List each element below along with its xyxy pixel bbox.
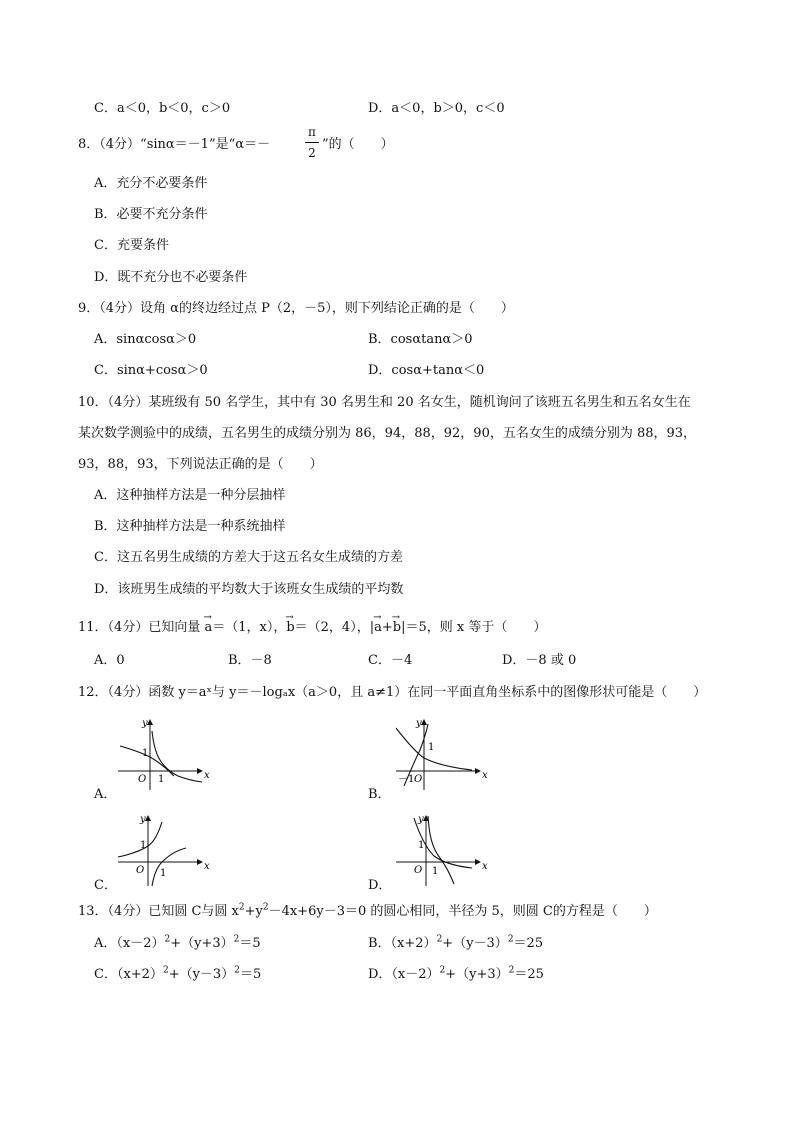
q8-fraction-numerator: π — [308, 125, 316, 139]
q12-stem: 12．（4分）函数 y＝aˣ与 y＝－logₐx（a＞0，且 a≠1）在同一平面直角坐标系中的图像形状可能是（ ） — [78, 685, 707, 700]
q8-stem-part2: ”的（ ） — [322, 137, 394, 152]
origin-label: O — [138, 774, 147, 785]
axis-x-label: x — [482, 861, 488, 872]
exponent: 2 — [439, 965, 446, 976]
exponent: 2 — [436, 934, 443, 945]
q11-text-1: 11．（4分）已知向量 — [78, 620, 205, 635]
option-text: ＝25 — [514, 967, 544, 982]
exponent: 2 — [238, 902, 245, 913]
axis-x-label: x — [204, 770, 210, 781]
q13-option-a — [94, 935, 261, 953]
q12-label-c: C． — [94, 878, 117, 893]
exponent: 2 — [262, 902, 269, 913]
q10-stem-line3: 93，88，93，下列说法正确的是（ ） — [78, 457, 323, 472]
tick-label-1: 1 — [140, 840, 147, 851]
exponent: 2 — [162, 965, 169, 976]
q12-label-a: A． — [94, 787, 117, 802]
tick-label-1: 1 — [428, 742, 435, 753]
axis-x-label: x — [204, 861, 210, 872]
axis-x-label: x — [482, 770, 488, 781]
q13-text-3: －4x+6y－3＝0 的圆心相同，半径为 5，则圆 C的方程是（ ） — [268, 904, 657, 919]
q12-graph-c — [114, 812, 210, 888]
vector-a: → a — [204, 619, 212, 637]
exponent: 2 — [233, 934, 240, 945]
q12-graph-a — [114, 716, 210, 792]
option-text: +（y－3） — [168, 967, 235, 982]
option-text: +（y+3） — [170, 936, 234, 951]
q12-label-b: B． — [368, 787, 391, 802]
q8-fraction-bar — [305, 142, 319, 143]
exponent: 2 — [234, 965, 240, 976]
vector-b-2: → b — [393, 619, 401, 637]
q10-option-d: D．该班男生成绩的平均数大于该班女生成绩的平均数 — [94, 582, 404, 597]
q11-stem — [78, 619, 546, 637]
vector-b: → b — [286, 619, 294, 637]
q8-option-b: B．必要不充分条件 — [94, 207, 208, 222]
q7-option-d: D．a＜0，b＞0，c＜0 — [368, 101, 505, 116]
q9-option-d: D．cosα+tanα＜0 — [368, 363, 485, 378]
tick-label-1: 1 — [158, 774, 165, 785]
q10-stem-line1: 10．（4分）某班级有 50 名学生，其中有 30 名男生和 20 名女生，随机询问了该班五名男生和五名女生在 — [78, 395, 691, 410]
exponent: 2 — [507, 934, 514, 945]
tick-label-1: 1 — [418, 840, 425, 851]
q10-option-a: A．这种抽样方法是一种分层抽样 — [94, 488, 286, 503]
exponent: 2 — [164, 934, 171, 945]
origin-label: O — [136, 865, 145, 876]
q8-fraction-denominator: 2 — [308, 146, 316, 160]
q11-option-a: A．0 — [94, 653, 125, 668]
q11-text-5: |＝5，则 x 等于（ ） — [401, 620, 547, 635]
q8-option-c: C．充要条件 — [94, 238, 169, 253]
q9-option-b: B．cosαtanα＞0 — [368, 332, 473, 347]
q10-option-c: C．这五名男生成绩的方差大于这五名女生成绩的方差 — [94, 550, 403, 565]
q9-stem: 9．（4分）设角 α的终边经过点 P（2，－5），则下列结论正确的是（ ） — [78, 301, 514, 316]
tick-label-1: 1 — [160, 868, 167, 879]
q9-option-c: C．sinα+cosα＞0 — [94, 363, 208, 378]
option-text: ＝25 — [513, 936, 544, 951]
origin-label: O — [414, 865, 423, 876]
q13-stem — [78, 903, 657, 921]
q8-option-d: D．既不充分也不必要条件 — [94, 270, 248, 285]
option-text: B．（x+2） — [368, 936, 437, 951]
q12-graph-d — [392, 812, 488, 888]
option-text: C．（x+2） — [94, 967, 163, 982]
option-text: +（y－3） — [442, 936, 508, 951]
tick-label-1: 1 — [142, 748, 149, 759]
exponent: 2 — [508, 965, 515, 976]
q12-graph-b — [392, 716, 488, 792]
q13-text-1: 13．（4分）已知圆 C与圆 x — [78, 904, 239, 919]
q13-option-d — [368, 966, 544, 984]
option-text: D．（x－2） — [368, 967, 440, 982]
q13-option-c — [94, 966, 261, 984]
q9-option-a: A．sinαcosα＞0 — [94, 332, 197, 347]
vector-a-2: → a — [374, 619, 382, 637]
q10-option-b: B．这种抽样方法是一种系统抽样 — [94, 519, 286, 534]
option-text: +（y+3） — [445, 967, 509, 982]
tick-label-neg-1: －1 — [398, 774, 415, 785]
q11-option-b: B．－8 — [228, 653, 272, 668]
q13-option-b — [368, 935, 543, 953]
option-text: A．（x－2） — [94, 936, 165, 951]
q11-option-d: D．－8 或 0 — [502, 653, 577, 668]
q11-text-3: ＝（2，4），| — [294, 620, 375, 635]
option-text: ＝5 — [239, 967, 262, 982]
q7-option-c: C．a＜0，b＜0，c＞0 — [94, 101, 231, 116]
q11-text-4: + — [381, 620, 393, 635]
q8-option-a: A．充分不必要条件 — [94, 176, 208, 191]
axis-y-label: y — [416, 718, 422, 729]
q11-option-c: C．－4 — [368, 653, 413, 668]
q11-text-2: ＝（1，x）， — [212, 620, 287, 635]
option-text: ＝5 — [239, 936, 261, 951]
origin-label: O — [414, 774, 423, 785]
axis-y-label: y — [418, 814, 424, 825]
q13-text-2: +y — [244, 904, 263, 919]
tick-label-1: 1 — [432, 866, 439, 877]
q8-stem-part1: 8．（4分）“sinα＝－1”是“α＝－ — [78, 137, 271, 152]
q12-label-d: D． — [368, 878, 392, 893]
axis-y-label: y — [142, 718, 148, 729]
axis-y-label: y — [140, 814, 146, 825]
q10-stem-line2: 某次数学测验中的成绩，五名男生的成绩分别为 86，94，88，92，90，五名女生的成绩分别为 88，93， — [78, 426, 697, 441]
